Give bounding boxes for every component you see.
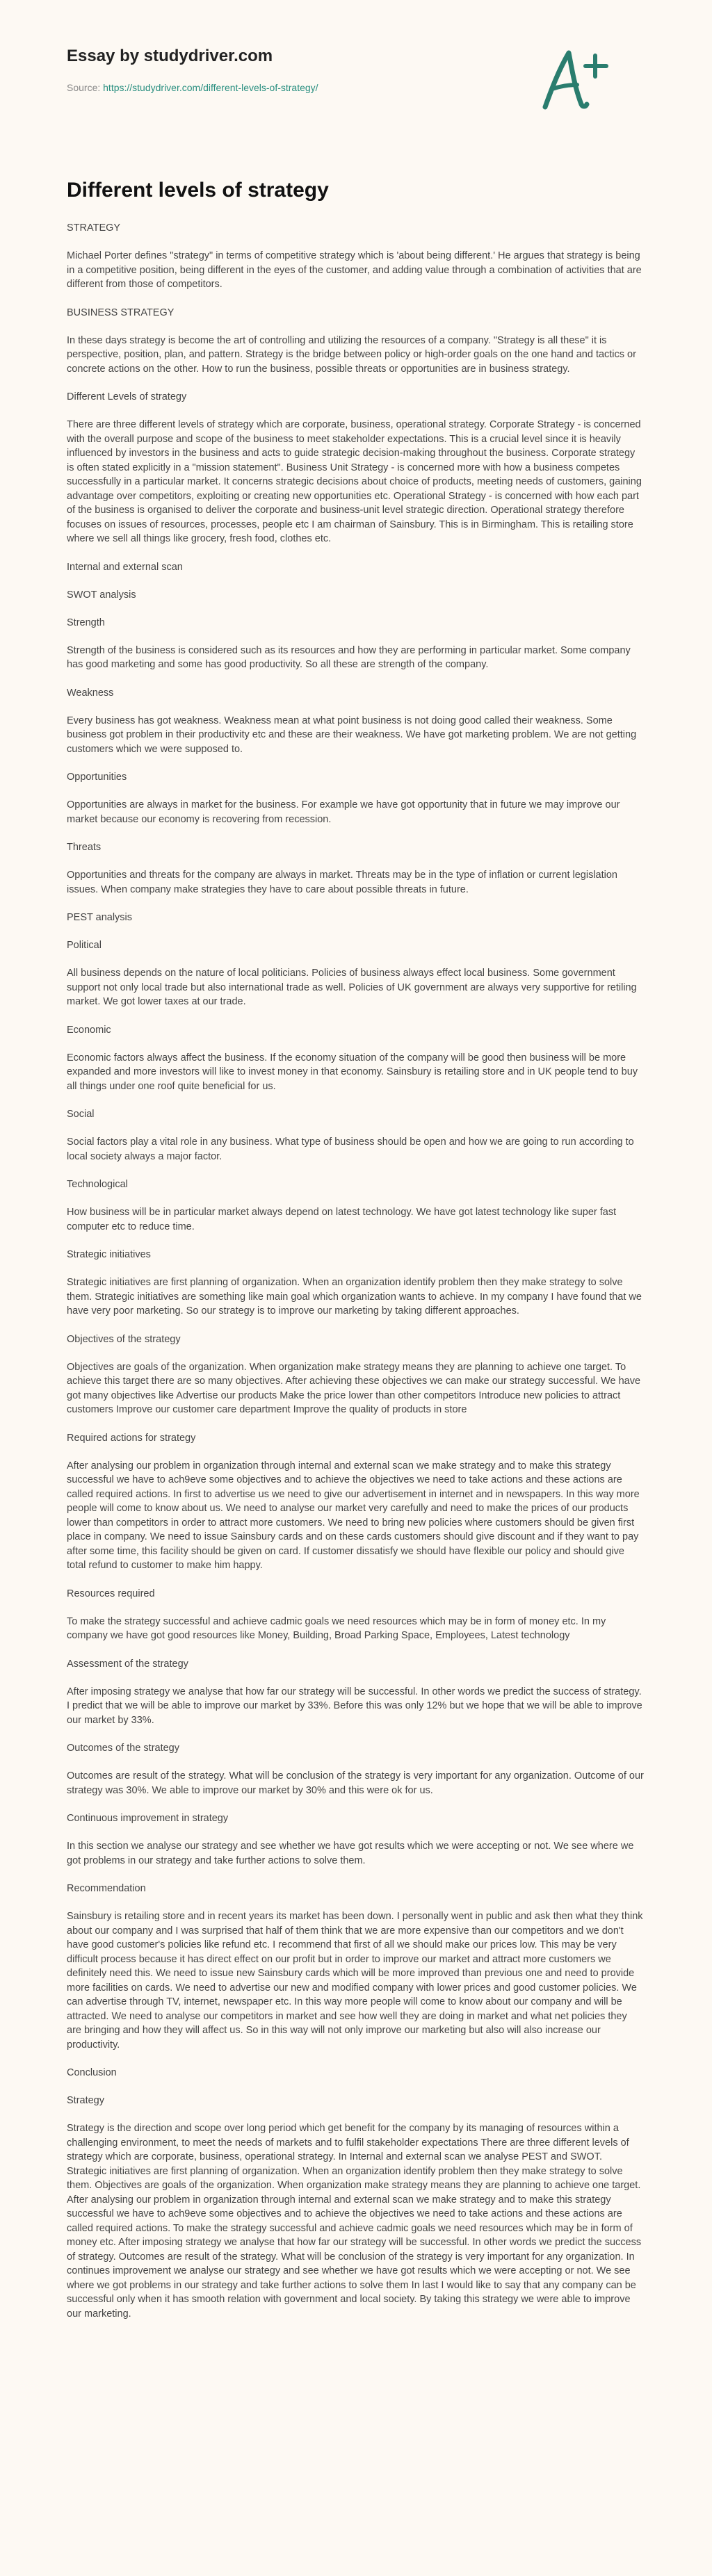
section-heading: PEST analysis [67,912,133,923]
section-heading: Political [67,940,102,951]
section-heading: Threats [67,842,102,853]
paragraph: Economic factors always affect the business. If the economy situation of the company will be good then business will be more expanded and more investors will like to invest money in that economy. Sainsbury is retailing store and in UK people tend to buy all things under one roof quite beneficial for us. [67,1052,638,1092]
paragraph: Strength of the business is considered such as its resources and how they are performing in particular market. Some company has good marketing and some has good productivity. So all these are strength of the company. [67,644,631,670]
paragraph: After analysing our problem in organization through internal and external scan we make strategy and to make this strategy successful we have to ach9eve some objectives and to achieve the objectives we need to take actions and these actions are called required actions. In first to advertise us we need to give our advertisement in internet and in newspapers. In this way more people will come to know about us. We need to analyse our market very carefully and need to make the prices of our products lower than competitors in order to attract more customers. We need to bring new policies where customers should be given first place in company. We need to issue Sainsbury cards and on these cards customers should give discount and if they want to pay after some time, this facility should be given on card. If customer dissatisfy we should have flexible our policy and should give total refund to customer to make him happy. [67,1460,640,1571]
paragraph: Strategy is the direction and scope over long period which get benefit for the company by its managing of resources within a challenging environment, to meet the needs of markets and to fulfil stakeholder expectations There are three different levels of strategy which are corporate, business, operational strategy. In Internal and external scan we analyse PEST and SWOT. Strategic initiatives are first planning of organization. When an organization identify problem then they make strategy to solve them. Objectives are goals of the organization. When organization make strategy means they are planning to achieve one target. After analysing our problem in organization through internal and external scan we make strategy and to make this strategy successful we have to ach9eve some objectives and to achieve the objectives we need to take actions and these actions are called required actions. To make the strategy successful and achieve cadmic goals we need resources which may be in form of money etc. After imposing strategy we analyse that how far our strategy will be successful. In other words we predict the success of strategy. Outcomes are result of the strategy. What will be conclusion of the strategy is very important for any organization. In continues improvement we analyse our strategy and see whether we have got results which we were accepting or not. We see where we got problems in our strategy and take further actions to solve them In last I would like to say that any company can be successful only when it has smooth relation with government and local society. By taking this strategy we were able to improve our marketing. [67,2123,642,2320]
paragraph: Opportunities and threats for the company are always in market. Threats may be in the type of inflation or current legislation issues. When company make strategies they have to care about possible threats in future. [67,870,617,895]
section-heading: Resources required [67,1588,155,1599]
source-label: Source: [67,82,104,93]
article [67,178,644,2335]
section-heading: Different Levels of strategy [67,391,187,402]
a-plus-logo [535,46,612,115]
paragraph: After imposing strategy we analyse that how far our strategy will be successful. In other words we predict the success of strategy. I predict that we will be able to improve our market by 33%. Before this was only 12% but we hope that we will be able to improve our market by 33%. [67,1686,642,1726]
section-heading: Required actions for strategy [67,1432,196,1444]
section-heading: Outcomes of the strategy [67,1743,179,1754]
paragraph: Strategic initiatives are first planning of organization. When an organization identify problem then they make strategy to solve them. Strategic initiatives are something like main goal which organization wants to achieve. In my company I have found that we have very poor marketing. So our strategy is to improve our marketing by taking different approaches. [67,1277,642,1316]
section-heading: Conclusion [67,2067,117,2078]
paragraph: To make the strategy successful and achieve cadmic goals we need resources which may be in form of money etc. In my company we have got good resources like Money, Building, Broad Parking Space, Employees, Latest technology [67,1615,606,1641]
paragraph: Sainsbury is retailing store and in recent years its market has been down. I personally went in public and ask then what they think about our company and I was surprised that half of them think that we are more expensive than our competitors and we don't have good customer's policies like refund etc. I recommend that first of all we should make our prices low. This may be very difficult process because it has direct effect on our profit but in order to improve our market and attract more customers we definitely need this. We need to issue new Sainsbury cards which will be more improved than previous one and need to provide more facilities on cards. We need to advertise our new and modified company with lower prices and good customer policies. We can advertise through TV, internet, newspaper etc. In this way more people will come to know about our company and will be attracted. We need to analyse our competitors in market and see how well they are doing in market and what net policies they are bringing and how they will affect us. So in this way will not only improve our marketing but also will also increase our productivity. [67,1911,643,2051]
section-heading: Technological [67,1179,128,1190]
section-heading: Assessment of the strategy [67,1658,188,1670]
section-heading: Continuous improvement in strategy [67,1813,229,1824]
paragraph: In this section we analyse our strategy and see whether we have got results which we were accepting or not. We see where we got problems in our strategy and take further actions to solve them. [67,1841,634,1866]
section-heading: Strategy [67,2095,104,2106]
section-heading: Objectives of the strategy [67,1333,181,1345]
section-heading: Strategic initiatives [67,1249,151,1260]
section-heading: Social [67,1109,95,1120]
section-heading: Weakness [67,687,114,699]
source-link[interactable]: https://studydriver.com/different-levels-of-strategy/ [103,82,318,93]
paragraph: How business will be in particular market always depend on latest technology. We have got latest technology like super fast computer etc to reduce time. [67,1207,617,1232]
article-title: Different levels of strategy [67,179,329,202]
paragraph: Opportunities are always in market for the business. For example we have got opportunity that in future we may improve our market because our economy is recovering from recession. [67,799,620,825]
section-heading: BUSINESS STRATEGY [67,307,175,318]
paragraph: All business depends on the nature of local politicians. Policies of business always effect local business. Some government support not only local trade but also international trade as well. Policies of UK government are always very supportive for retiling market. We got lower taxes at our trade. [67,968,637,1007]
section-heading: STRATEGY [67,222,121,234]
section-heading: Strength [67,617,105,628]
bottom-fade [0,2534,712,2576]
header [67,46,651,122]
section-heading: Opportunities [67,772,127,783]
paragraph: Social factors play a vital role in any business. What type of business should be open and how we are going to run according to local society always a major factor. [67,1136,634,1162]
paragraph: In these days strategy is become the art of controlling and utilizing the resources of a company. "Strategy is all these" it is perspective, position, plan, and pattern. Strategy is the bridge between policy or high-order goals on the one hand and tactics or concrete actions on the other. How to run the business, possible threats or opportunities are in business strategy. [67,334,636,375]
section-heading: Economic [67,1024,111,1036]
section-heading: Internal and external scan [67,561,183,573]
section-heading: Recommendation [67,1883,146,1894]
paragraph: Every business has got weakness. Weakness mean at what point business is not doing good called their weakness. Some business got problem in their productivity etc and these are their weakness. We have got marketing problem. We are not getting customers which we were supposed to. [67,715,637,755]
site-title: Essay by studydriver.com [67,47,273,65]
section-heading: SWOT analysis [67,589,136,601]
paragraph: Outcomes are result of the strategy. What will be conclusion of the strategy is very important for any organization. Outcome of our strategy was 30%. We able to improve our market by 30% and this were ok for us. [67,1770,644,1796]
paragraph: There are three different levels of strategy which are corporate, business, operational strategy. Corporate Strategy - is concerned with the overall purpose and scope of the business to meet stakeholder expectations. This is a crucial level since it is heavily influenced by investors in the business and acts to guide strategic decision-making throughout the business. Corporate strategy is often stated explicitly in a "mission statement". Business Unit Strategy - is concerned more with how a business competes successfully in a particular market. It concerns strategic decisions about choice of products, meeting needs of customers, gaining advantage over competitors, exploiting or creating new opportunities etc. Operational Strategy - is concerned with how each part of the business is organised to deliver the corporate and business-unit level strategic direction. Operational strategy therefore focuses on issues of resources, processes, people etc I am chairman of Sainsbury. This is in Birmingham. This is retailing store where we sell all things like grocery, fresh food, clothes etc. [67,419,642,544]
paragraph: Michael Porter defines "strategy" in terms of competitive strategy which is 'about being different.' He argues that strategy is being in a competitive position, being different in the eyes of the customer, and adding value through a combination of activities that are different from those of competitors. [67,250,642,290]
paragraph: Objectives are goals of the organization. When organization make strategy means they are planning to achieve one target. To achieve this target there are so many objectives. After achieving these objectives we can make our strategy successful. We have got many objectives like Advertise our products Make the price lower than other competitors Introduce new policies to attract customers Improve our customer care department Improve the quality of products in store [67,1361,641,1415]
